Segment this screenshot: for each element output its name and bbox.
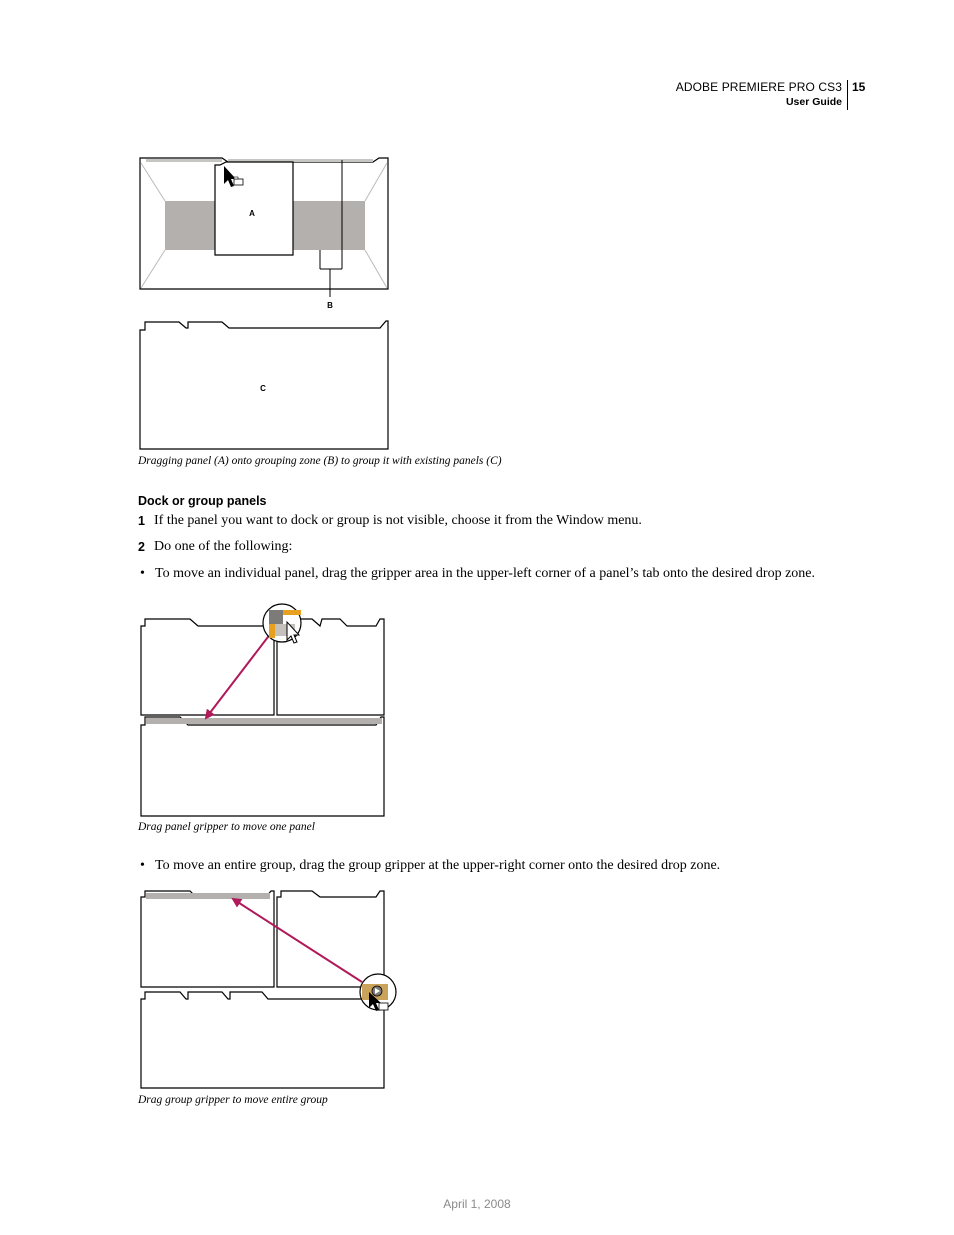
step-text: Do one of the following: (154, 539, 293, 554)
figure-3-caption: Drag group gripper to move entire group (138, 1094, 328, 1106)
step-number: 1 (138, 514, 145, 528)
figure-2-caption: Drag panel gripper to move one panel (138, 821, 315, 833)
figure-1-caption: Dragging panel (A) onto grouping zone (B) to group it with existing panels (C) (138, 455, 502, 467)
guide-title: User Guide (785, 96, 842, 108)
step-number: 2 (138, 540, 145, 554)
drop-zone-highlight (146, 893, 270, 899)
drop-zone-highlight (146, 718, 382, 724)
bullet-text: To move an individual panel, drag the gripper area in the upper-left corner of a panel’s tab onto the desired drop zone. (155, 566, 815, 581)
bullet-marker: • (140, 858, 145, 873)
bullet-item (140, 566, 840, 586)
bullet-item (140, 858, 840, 878)
grouping-zone-right (293, 201, 365, 250)
figure-grouping-diagram (0, 0, 954, 470)
label-a: A (249, 209, 255, 218)
figure-move-group-diagram (0, 884, 954, 1094)
step-2 (138, 539, 838, 559)
group-gripper-magnifier-icon (360, 974, 396, 1011)
label-b: B (327, 301, 333, 310)
bullet-marker: • (140, 566, 145, 581)
figure-move-panel-diagram (0, 590, 954, 820)
bullet-text: To move an entire group, drag the group gripper at the upper-right corner onto the desired drop zone. (155, 858, 721, 873)
page-number: 15 (852, 80, 866, 94)
grouping-zone-left (165, 201, 217, 250)
panel-gripper-magnifier-icon (263, 604, 301, 643)
section-heading: Dock or group panels (138, 494, 267, 508)
step-text: If the panel you want to dock or group is not visible, choose it from the Window menu. (154, 513, 642, 528)
label-c: C (260, 384, 266, 393)
product-name: ADOBE PREMIERE PRO CS3 (675, 80, 842, 94)
step-1 (138, 513, 838, 533)
footer-date: April 1, 2008 (443, 1197, 511, 1211)
